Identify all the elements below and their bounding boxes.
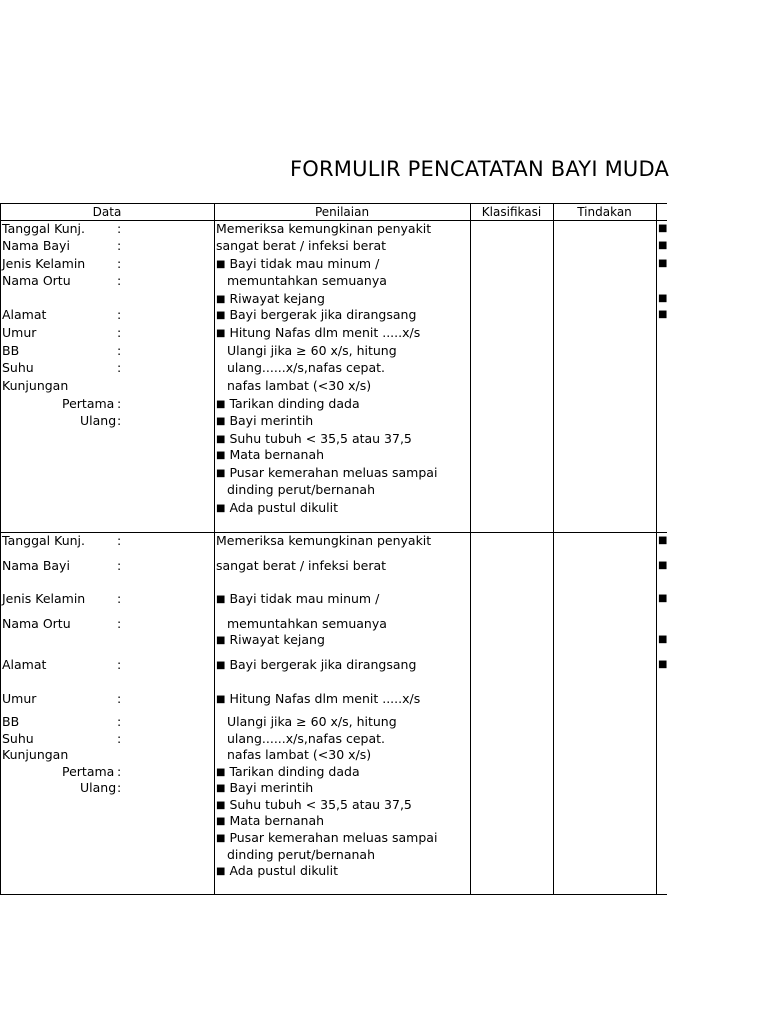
penilaian-item: ■ Mata bernanah: [216, 447, 325, 462]
bullet-icon: ■: [658, 223, 667, 234]
bullet-icon: ■: [216, 416, 226, 427]
penilaian-item: ■ Ada pustul dikulit: [216, 500, 339, 515]
penilaian-item: ■ Hitung Nafas dlm menit .....x/s: [216, 325, 421, 340]
penilaian-item-cont: ulang......x/s,nafas cepat.: [227, 360, 386, 375]
colon: :: [117, 238, 122, 253]
col-line-penilaian: [470, 203, 471, 895]
penilaian-item: ■ Ada pustul dikulit: [216, 863, 339, 878]
bullet-icon: ■: [216, 434, 226, 445]
colon: :: [117, 657, 122, 672]
colon: :: [117, 325, 122, 340]
colon: :: [117, 731, 122, 746]
penilaian-item: ■ Riwayat kejang: [216, 632, 325, 647]
penilaian-item-cont: nafas lambat (<30 x/s): [227, 747, 372, 762]
bullet-icon: ■: [216, 259, 226, 270]
penilaian-item-cont: Ulangi jika ≥ 60 x/s, hitung: [227, 343, 397, 358]
label-jenis-kelamin: Jenis Kelamin: [2, 256, 86, 271]
colon: :: [117, 616, 122, 631]
bullet-icon: ■: [216, 866, 226, 877]
row-2-bottom-border: [0, 894, 667, 895]
bullet-icon: ■: [216, 767, 226, 778]
col-line-klasifikasi: [553, 203, 554, 895]
colon: :: [117, 256, 122, 271]
penilaian-item: ■ Bayi merintih: [216, 413, 314, 428]
penilaian-item: ■ Pusar kemerahan meluas sampai: [216, 465, 438, 480]
penilaian-item-cont: Ulangi jika ≥ 60 x/s, hitung: [227, 714, 397, 729]
label-kunjungan: Kunjungan: [2, 378, 69, 393]
bullet-icon: ■: [216, 800, 226, 811]
label-tanggal: Tanggal Kunj.: [2, 533, 85, 548]
bullet-icon: ■: [658, 309, 667, 320]
label-ulang: Ulang: [80, 780, 117, 795]
bullet-icon: ■: [216, 294, 226, 305]
colon: :: [117, 780, 122, 795]
form-title: FORMULIR PENCATATAN BAYI MUDA: [290, 157, 670, 181]
colon: :: [117, 714, 122, 729]
bullet-icon: ■: [216, 816, 226, 827]
penilaian-item: ■ Mata bernanah: [216, 813, 325, 828]
label-suhu: Suhu: [2, 731, 34, 746]
penilaian-item: ■ Bayi bergerak jika dirangsang: [216, 657, 417, 672]
bullet-icon: ■: [658, 258, 667, 269]
label-jenis-kelamin: Jenis Kelamin: [2, 591, 86, 606]
label-ulang: Ulang: [80, 413, 117, 428]
penilaian-item: ■ Bayi bergerak jika dirangsang: [216, 307, 417, 322]
bullet-icon: ■: [216, 833, 226, 844]
label-pertama: Pertama: [62, 764, 115, 779]
bullet-icon: ■: [216, 468, 226, 479]
penilaian-item: ■ Pusar kemerahan meluas sampai: [216, 830, 438, 845]
label-umur: Umur: [2, 325, 37, 340]
penilaian-item: ■ Bayi tidak mau minum /: [216, 256, 380, 271]
bullet-icon: ■: [658, 659, 667, 670]
colon: :: [117, 591, 122, 606]
colon: :: [117, 396, 122, 411]
colon: :: [117, 764, 122, 779]
bullet-icon: ■: [658, 634, 667, 645]
header-tindakan: Tindakan: [577, 205, 632, 219]
header-klasifikasi: Klasifikasi: [481, 205, 542, 219]
label-nama-bayi: Nama Bayi: [2, 238, 70, 253]
penilaian-item-cont: nafas lambat (<30 x/s): [227, 378, 372, 393]
colon: :: [117, 413, 122, 428]
bullet-icon: ■: [216, 635, 226, 646]
label-nama-ortu: Nama Ortu: [2, 616, 71, 631]
bullet-icon: ■: [216, 328, 226, 339]
bullet-icon: ■: [216, 783, 226, 794]
penilaian-intro: Memeriksa kemungkinan penyakit: [216, 533, 432, 548]
penilaian-item-cont: dinding perut/bernanah: [227, 847, 375, 862]
col-line-tindakan: [656, 203, 657, 895]
bullet-icon: ■: [216, 503, 226, 514]
penilaian-item: ■ Hitung Nafas dlm menit .....x/s: [216, 691, 421, 706]
label-umur: Umur: [2, 691, 37, 706]
col-line-left: [0, 203, 1, 895]
colon: :: [117, 533, 122, 548]
bullet-icon: ■: [658, 535, 667, 546]
penilaian-item: ■ Bayi tidak mau minum /: [216, 591, 380, 606]
penilaian-item-cont: memuntahkan semuanya: [227, 273, 387, 288]
label-alamat: Alamat: [2, 307, 47, 322]
colon: :: [117, 273, 122, 288]
header-data: Data: [92, 205, 122, 219]
bullet-icon: ■: [216, 310, 226, 321]
penilaian-item-cont: ulang......x/s,nafas cepat.: [227, 731, 386, 746]
penilaian-intro: Memeriksa kemungkinan penyakit: [216, 221, 432, 236]
penilaian-item: ■ Suhu tubuh < 35,5 atau 37,5: [216, 797, 412, 812]
penilaian-item: ■ Tarikan dinding dada: [216, 764, 360, 779]
penilaian-item: ■ Suhu tubuh < 35,5 atau 37,5: [216, 431, 412, 446]
label-pertama: Pertama: [62, 396, 115, 411]
penilaian-intro-2: sangat berat / infeksi berat: [216, 238, 387, 253]
colon: :: [117, 691, 122, 706]
bullet-icon: ■: [216, 594, 226, 605]
colon: :: [117, 360, 122, 375]
bullet-icon: ■: [658, 560, 667, 571]
penilaian-item-cont: memuntahkan semuanya: [227, 616, 387, 631]
header-penilaian: Penilaian: [314, 205, 370, 219]
colon: :: [117, 343, 122, 358]
bullet-icon: ■: [658, 293, 667, 304]
colon: :: [117, 221, 122, 236]
penilaian-intro-2: sangat berat / infeksi berat: [216, 558, 387, 573]
bullet-icon: ■: [216, 660, 226, 671]
label-suhu: Suhu: [2, 360, 34, 375]
label-bb: BB: [2, 714, 20, 729]
penilaian-item: ■ Tarikan dinding dada: [216, 396, 360, 411]
bullet-icon: ■: [216, 694, 226, 705]
col-line-data: [214, 203, 215, 895]
penilaian-item-cont: dinding perut/bernanah: [227, 482, 375, 497]
colon: :: [117, 307, 122, 322]
bullet-icon: ■: [216, 450, 226, 461]
bullet-icon: ■: [658, 240, 667, 251]
label-kunjungan: Kunjungan: [2, 747, 69, 762]
label-nama-ortu: Nama Ortu: [2, 273, 71, 288]
penilaian-item: ■ Bayi merintih: [216, 780, 314, 795]
label-tanggal: Tanggal Kunj.: [2, 221, 85, 236]
label-bb: BB: [2, 343, 20, 358]
label-nama-bayi: Nama Bayi: [2, 558, 70, 573]
label-alamat: Alamat: [2, 657, 47, 672]
bullet-icon: ■: [658, 593, 667, 604]
penilaian-item: ■ Riwayat kejang: [216, 291, 325, 306]
colon: :: [117, 558, 122, 573]
bullet-icon: ■: [216, 399, 226, 410]
